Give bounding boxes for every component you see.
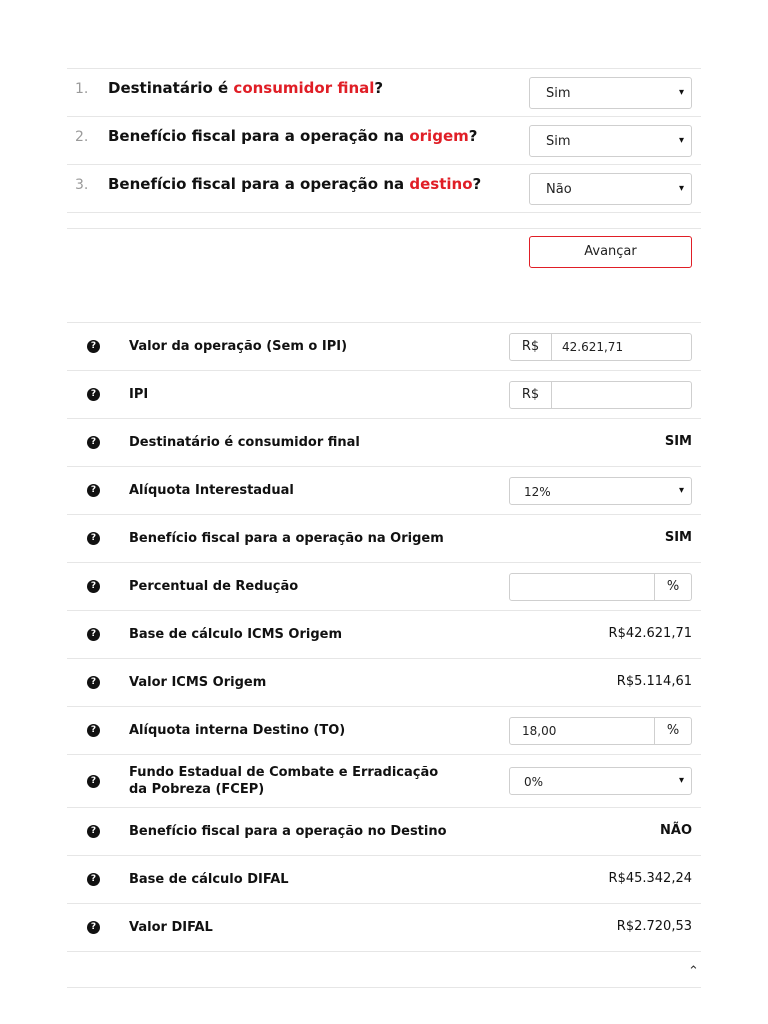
percentual-reducao-field[interactable] xyxy=(509,573,692,601)
help-icon[interactable]: ? xyxy=(87,628,100,641)
question-text xyxy=(108,79,383,97)
calc-row-fcep xyxy=(67,755,701,808)
help-icon[interactable]: ? xyxy=(87,436,100,449)
question-text xyxy=(108,127,477,145)
help-icon[interactable]: ? xyxy=(87,676,100,689)
beneficio-destino-select[interactable] xyxy=(529,173,692,205)
question-highlight: consumidor final xyxy=(233,79,375,97)
row-value: SIM xyxy=(664,434,692,449)
row-value: R$42.621,71 xyxy=(608,626,692,641)
help-icon[interactable]: ? xyxy=(87,388,100,401)
help-icon[interactable]: ? xyxy=(87,580,100,593)
row-label: Benefício fiscal para a operação no Destino xyxy=(129,824,447,839)
divider xyxy=(67,987,701,988)
calc-row-beneficio-destino xyxy=(67,808,701,856)
chevron-down-icon: ▾ xyxy=(678,87,684,98)
row-label: Percentual de Redução xyxy=(129,579,299,594)
row-value: R$45.342,24 xyxy=(608,871,692,886)
row-value: R$5.114,61 xyxy=(616,674,692,689)
questions-section xyxy=(67,68,701,213)
calc-row-aliquota-destino xyxy=(67,707,701,755)
currency-prefix: R$ xyxy=(510,382,552,408)
question-text-post: ? xyxy=(374,79,384,97)
question-text-post: ? xyxy=(472,175,482,193)
question-text xyxy=(108,175,481,193)
question-number: 2. xyxy=(75,129,89,145)
calc-row-aliquota-interestadual xyxy=(67,467,701,515)
calc-row-base-icms-origem xyxy=(67,611,701,659)
row-label: Alíquota interna Destino (TO) xyxy=(129,723,346,738)
scroll-top-icon[interactable]: ⌃ xyxy=(688,964,699,979)
help-icon[interactable]: ? xyxy=(87,532,100,545)
beneficio-origem-select[interactable] xyxy=(529,125,692,157)
question-highlight: destino xyxy=(409,175,473,193)
calc-row-consumidor-final xyxy=(67,419,701,467)
row-label: Base de cálculo ICMS Origem xyxy=(129,627,343,642)
help-icon[interactable]: ? xyxy=(87,873,100,886)
chevron-down-icon: ▾ xyxy=(678,183,684,194)
row-label: Benefício fiscal para a operação na Origem xyxy=(129,531,444,546)
question-text-pre: Benefício fiscal para a operação na xyxy=(108,175,410,193)
question-text-pre: Benefício fiscal para a operação na xyxy=(108,127,410,145)
help-icon[interactable]: ? xyxy=(87,775,100,788)
chevron-down-icon: ▾ xyxy=(678,135,684,146)
divider xyxy=(67,228,701,229)
row-label: Base de cálculo DIFAL xyxy=(129,872,289,887)
help-icon[interactable]: ? xyxy=(87,825,100,838)
question-text-pre: Destinatário é xyxy=(108,79,234,97)
row-label: Alíquota Interestadual xyxy=(129,483,294,498)
row-label: Valor da operação (Sem o IPI) xyxy=(129,339,348,354)
percent-suffix: % xyxy=(654,718,691,744)
percent-suffix: % xyxy=(654,574,691,600)
select-value: Sim xyxy=(546,134,571,149)
calc-row-base-difal xyxy=(67,856,701,904)
row-value: NÃO xyxy=(660,823,692,838)
row-label: Valor DIFAL xyxy=(129,920,213,935)
help-icon[interactable]: ? xyxy=(87,724,100,737)
calc-row-valor-difal xyxy=(67,904,701,952)
calc-row-ipi xyxy=(67,371,701,419)
select-value: Não xyxy=(546,182,572,197)
select-value: Sim xyxy=(546,86,571,101)
question-row xyxy=(67,165,701,213)
calc-row-percentual-reducao xyxy=(67,563,701,611)
aliquota-destino-field[interactable] xyxy=(509,717,692,745)
calc-row-valor-operacao xyxy=(67,323,701,371)
calc-table xyxy=(67,322,701,952)
select-value: 0% xyxy=(524,775,544,789)
select-value: 12% xyxy=(524,485,551,499)
consumidor-final-select[interactable] xyxy=(529,77,692,109)
fcep-select[interactable] xyxy=(509,767,692,795)
question-text-post: ? xyxy=(468,127,478,145)
aliquota-interestadual-select[interactable] xyxy=(509,477,692,505)
help-icon[interactable]: ? xyxy=(87,484,100,497)
help-icon[interactable]: ? xyxy=(87,340,100,353)
aliquota-destino-input[interactable]: 18,00 xyxy=(522,724,557,738)
row-label: Valor ICMS Origem xyxy=(129,675,267,690)
row-label: IPI xyxy=(129,387,149,402)
chevron-down-icon: ▾ xyxy=(678,775,684,786)
help-icon[interactable]: ? xyxy=(87,921,100,934)
ipi-field[interactable] xyxy=(509,381,692,409)
question-highlight: origem xyxy=(409,127,469,145)
advance-button[interactable]: Avançar xyxy=(529,236,692,268)
currency-prefix: R$ xyxy=(510,334,552,360)
question-row xyxy=(67,117,701,165)
valor-operacao-field[interactable] xyxy=(509,333,692,361)
question-number: 1. xyxy=(75,81,89,97)
question-row xyxy=(67,69,701,117)
chevron-down-icon: ▾ xyxy=(678,485,684,496)
calc-row-beneficio-origem xyxy=(67,515,701,563)
question-number: 3. xyxy=(75,177,89,193)
calc-row-valor-icms-origem xyxy=(67,659,701,707)
row-value: R$2.720,53 xyxy=(616,919,692,934)
row-value: SIM xyxy=(664,530,692,545)
row-label: Fundo Estadual de Combate e Erradicação da Pobreza (FCEP) xyxy=(129,765,439,797)
row-label: Destinatário é consumidor final xyxy=(129,435,360,450)
valor-operacao-input[interactable]: 42.621,71 xyxy=(562,340,624,354)
